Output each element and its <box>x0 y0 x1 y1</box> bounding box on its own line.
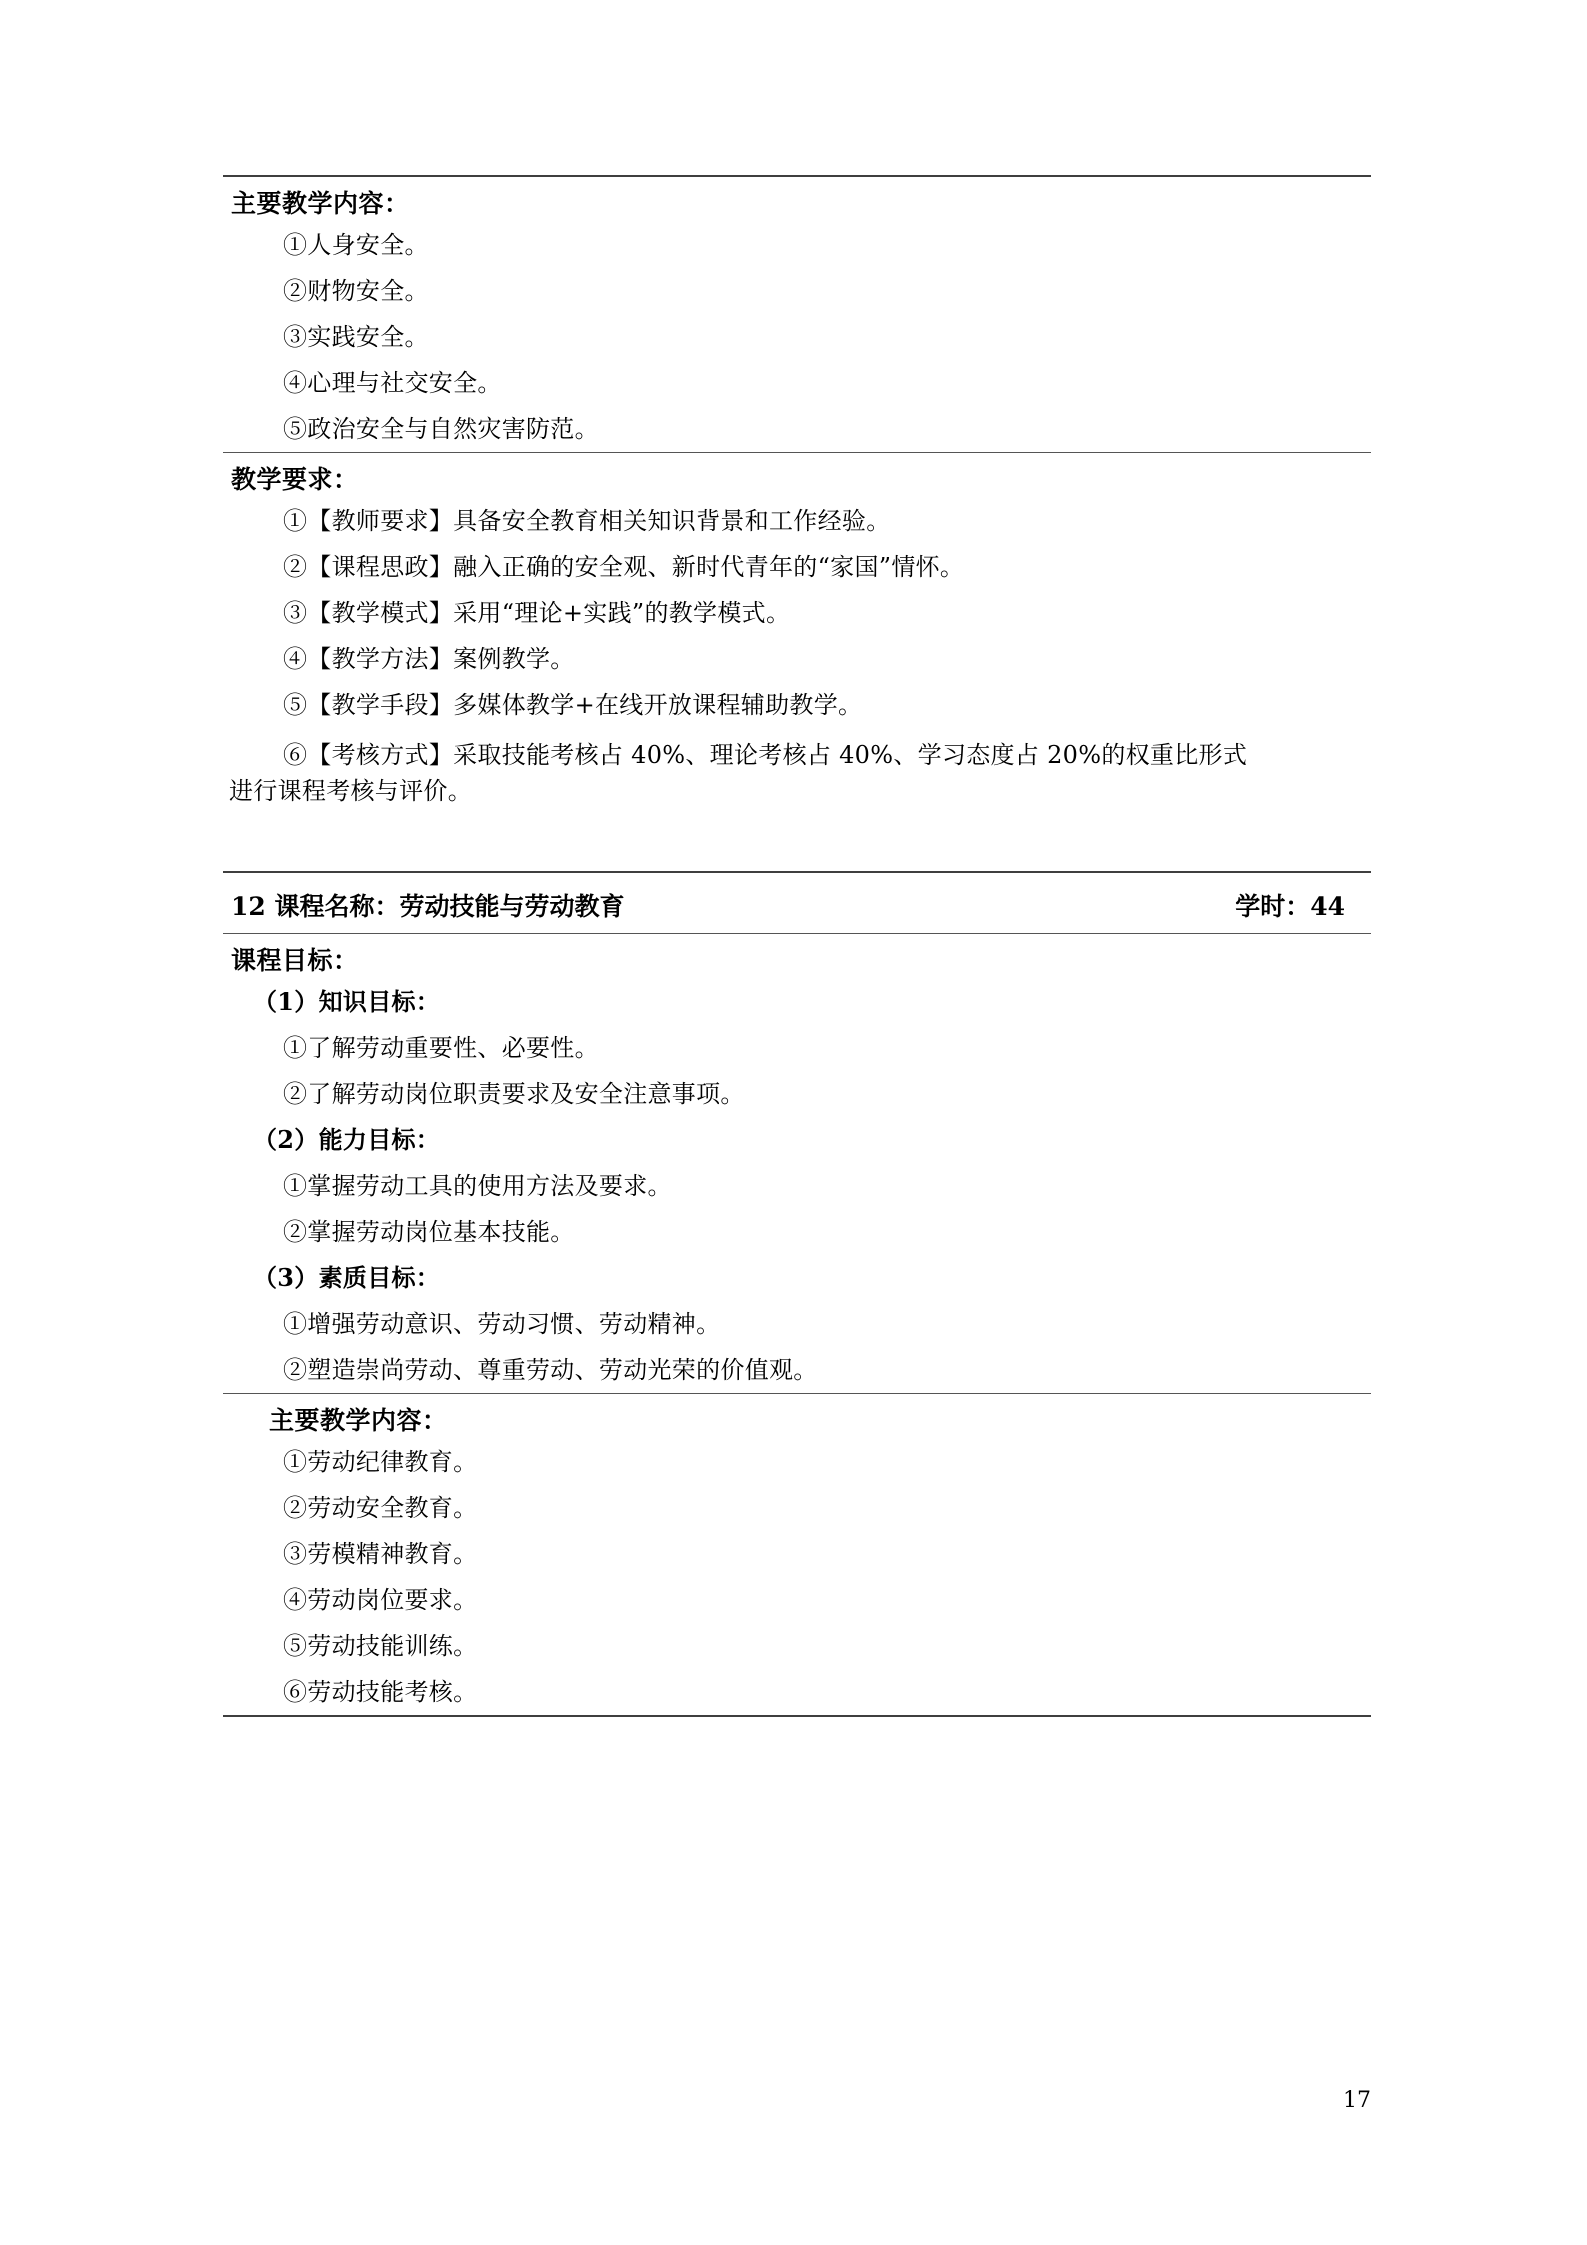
course-title <box>231 887 625 923</box>
list-item: ②财物安全。 <box>283 277 429 305</box>
list-item: ③劳模精神教育。 <box>283 1540 478 1569</box>
course-hours-value: 44 <box>1310 892 1345 922</box>
section-spacer <box>223 815 1371 871</box>
list-item: ④【教学方法】案例教学。 <box>283 645 575 673</box>
page-content <box>223 175 1371 1717</box>
section-heading-requirements: 教学要求： <box>231 465 359 494</box>
list-item: ①劳动纪律教育。 <box>283 1448 478 1477</box>
course-hours-label: 学时： <box>1235 892 1311 922</box>
list-item-assessment-continued: 进行课程考核与评价。 <box>229 777 472 806</box>
list-item: ⑥劳动技能考核。 <box>283 1678 478 1707</box>
list-item: ②【课程思政】融入正确的安全观、新时代青年的“家国”情怀。 <box>283 553 965 581</box>
section-main-teaching-content <box>223 175 1371 452</box>
list-item: ①人身安全。 <box>283 231 429 259</box>
objective-group-label-knowledge: （1）知识目标： <box>253 987 441 1017</box>
objective-group-label-ability: （2）能力目标： <box>253 1125 441 1155</box>
list-item-assessment: ⑥【考核方式】采取技能考核占 40%、理论考核占 40%、学习态度占 20%的权重比形式 <box>283 741 1248 769</box>
list-item: ⑤【教学手段】多媒体教学+在线开放课程辅助教学。 <box>283 691 863 719</box>
course-name: 劳动技能与劳动教育 <box>399 892 625 922</box>
list-item: ①【教师要求】具备安全教育相关知识背景和工作经验。 <box>283 507 891 535</box>
section-course-12 <box>223 871 1371 1717</box>
list-item: ⑤政治安全与自然灾害防范。 <box>283 415 599 443</box>
course-header <box>223 873 1371 933</box>
list-item: ③实践安全。 <box>283 323 429 351</box>
list-item: ②了解劳动岗位职责要求及安全注意事项。 <box>283 1080 745 1109</box>
list-item: ②劳动安全教育。 <box>283 1494 478 1523</box>
section-heading-course-objectives: 课程目标： <box>231 946 359 976</box>
course-number-label: 12 课程名称： <box>231 892 400 922</box>
course-hours <box>1235 887 1361 923</box>
objective-group-label-quality: （3）素质目标： <box>253 1263 441 1293</box>
section-heading-main-content: 主要教学内容： <box>231 189 410 218</box>
list-item: ①掌握劳动工具的使用方法及要求。 <box>283 1172 672 1201</box>
list-item: ④心理与社交安全。 <box>283 369 502 397</box>
list-item: ④劳动岗位要求。 <box>283 1586 478 1615</box>
section-heading-course-content: 主要教学内容： <box>269 1406 448 1436</box>
list-item: ②塑造崇尚劳动、尊重劳动、劳动光荣的价值观。 <box>283 1356 818 1385</box>
divider-course-bottom <box>223 1715 1371 1717</box>
list-item: ①增强劳动意识、劳动习惯、劳动精神。 <box>283 1310 721 1339</box>
list-item: ②掌握劳动岗位基本技能。 <box>283 1218 575 1247</box>
list-item: ⑤劳动技能训练。 <box>283 1632 478 1661</box>
list-item: ①了解劳动重要性、必要性。 <box>283 1034 599 1063</box>
page-number: 17 <box>1343 2088 1371 2113</box>
section-teaching-requirements <box>223 452 1371 815</box>
list-item: ③【教学模式】采用“理论+实践”的教学模式。 <box>283 599 791 627</box>
